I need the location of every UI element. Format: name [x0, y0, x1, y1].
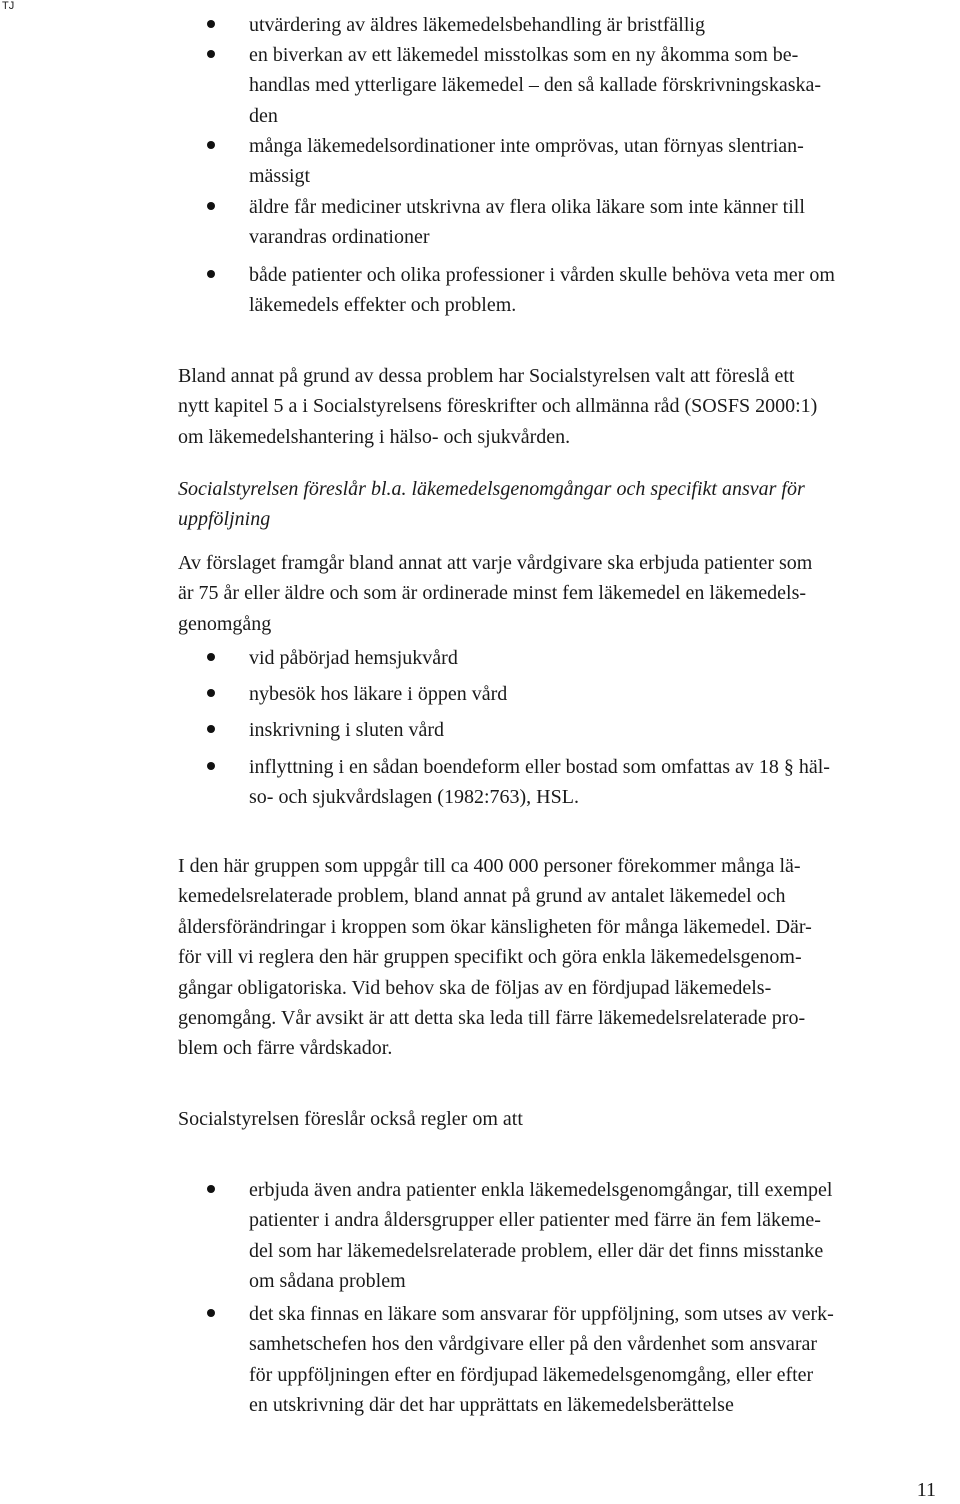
text-line: den — [249, 104, 278, 127]
text-line: för uppföljningen efter en fördjupad läkemedelsgenomgång, eller efter — [249, 1363, 814, 1386]
text-line: handlas med ytterligare läkemedel – den så kallade förskrivningskaska- — [249, 74, 822, 97]
text-line: både patienter och olika professioner i vården skulle behöva veta mer om — [249, 264, 835, 286]
text-line: en utskrivning där det har upprättats en läkemedelsberättelse — [249, 1394, 734, 1417]
text-line: åldersförändringar i kroppen som ökar känsligheten för många läkemedel. Där- — [178, 915, 812, 938]
text-line: blem och färre vårdskador. — [178, 1037, 393, 1060]
bullet-icon — [207, 202, 215, 210]
text-line: en biverkan av ett läkemedel misstolkas som en ny åkomma som be- — [249, 44, 799, 66]
bullet-icon — [207, 20, 215, 28]
text-line: nytt kapitel 5 a i Socialstyrelsens föreskrifter och allmänna råd (SOSFS 2000:1) — [178, 395, 818, 418]
text-line: om läkemedelshantering i hälso- och sjukvården. — [178, 425, 571, 448]
text-line: Av förslaget framgår bland annat att varje vårdgivare ska erbjuda patienter som — [178, 552, 813, 574]
text-line: kemedelsrelaterade problem, bland annat på grund av antalet läkemedel och — [178, 885, 786, 908]
text-line: många läkemedelsordinationer inte omprövas, utan förnyas slentrian- — [249, 135, 804, 157]
text-line: läkemedels effekter och problem. — [249, 294, 517, 317]
text-line: Socialstyrelsen föreslår bl.a. läkemedelsgenomgångar och specifikt ansvar för — [178, 478, 805, 500]
text-line: äldre får mediciner utskrivna av flera olika läkare som inte känner till — [249, 196, 805, 218]
bullet-icon — [207, 762, 215, 770]
text-line: utvärdering av äldres läkemedelsbehandling är bristfällig — [249, 14, 705, 36]
text-line: om sådana problem — [249, 1270, 406, 1293]
text-line: so- och sjukvårdslagen (1982:763), HSL. — [249, 786, 579, 809]
text-line: inflyttning i en sådan boendeform eller bostad som omfattas av 18 § häl- — [249, 756, 830, 778]
header-initials: TJ — [2, 0, 15, 12]
bullet-icon — [207, 1309, 215, 1317]
text-line: Socialstyrelsen föreslår också regler om att — [178, 1108, 523, 1130]
text-line: I den här gruppen som uppgår till ca 400 000 personer förekommer många lä- — [178, 855, 801, 877]
bullet-icon — [207, 141, 215, 149]
text-line: för vill vi reglera den här gruppen specifikt och göra enkla läkemedelsgenom- — [178, 946, 802, 969]
text-line: gångar obligatoriska. Vid behov ska de följas av en fördjupad läkemedels- — [178, 976, 772, 999]
bullet-icon — [207, 50, 215, 58]
text-line: del som har läkemedelsrelaterade problem, eller där det finns misstanke — [249, 1239, 824, 1262]
text-line: inskrivning i sluten vård — [249, 719, 444, 741]
text-line: varandras ordinationer — [249, 226, 430, 249]
text-line: Bland annat på grund av dessa problem har Socialstyrelsen valt att föreslå ett — [178, 365, 795, 387]
bullet-icon — [207, 1185, 215, 1193]
text-line: vid påbörjad hemsjukvård — [249, 647, 458, 669]
bullet-icon — [207, 689, 215, 697]
bullet-icon — [207, 653, 215, 661]
text-line: uppföljning — [178, 508, 271, 531]
text-line: nybesök hos läkare i öppen vård — [249, 683, 508, 705]
text-line: mässigt — [249, 165, 311, 188]
bullet-icon — [207, 725, 215, 733]
text-line: erbjuda även andra patienter enkla läkemedelsgenomgångar, till exempel — [249, 1179, 833, 1201]
text-line: genomgång — [178, 612, 272, 635]
text-line: samhetschefen hos den vårdgivare eller på den vårdenhet som ansvarar — [249, 1333, 818, 1356]
text-line: är 75 år eller äldre och som är ordinerade minst fem läkemedel en läkemedels- — [178, 582, 807, 605]
text-line: det ska finnas en läkare som ansvarar för uppföljning, som utses av verk- — [249, 1303, 834, 1325]
text-line: genomgång. Vår avsikt är att detta ska leda till färre läkemedelsrelaterade pro- — [178, 1007, 806, 1029]
bullet-icon — [207, 270, 215, 278]
page-number: 11 — [916, 1479, 936, 1501]
text-line: patienter i andra åldersgrupper eller patienter med färre än fem läkeme- — [249, 1209, 821, 1232]
